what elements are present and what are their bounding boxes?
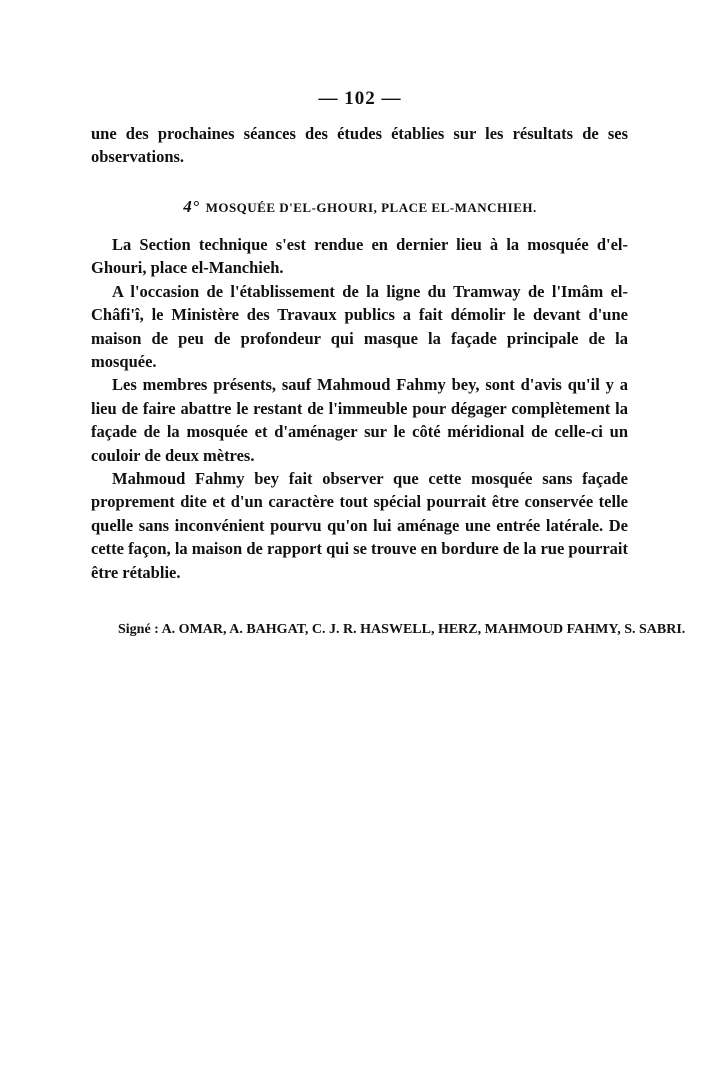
continuation-text: une des prochaines séances des études établies sur les résultats de ses observations. — [91, 124, 628, 167]
signature-line: Signé : A. OMAR, A. BAHGAT, C. J. R. HASWELL, HERZ, MAHMOUD FAHMY, S. SABRI. — [118, 622, 686, 637]
section-heading — [0, 197, 720, 217]
paragraph-1: La Section technique s'est rendue en dernier lieu à la mosquée d'el-Ghouri, place el-Manchieh. — [91, 235, 628, 278]
section-title: MOSQUÉE D'EL-GHOURI, PLACE EL-MANCHIEH. — [205, 200, 537, 215]
section-number: 4° — [183, 197, 200, 216]
continuation-paragraph — [91, 122, 628, 169]
paragraph-4: Mahmoud Fahmy bey fait observer que cette mosquée sans façade proprement dite et d'un caractère tout spécial pourrait être conservée telle quelle sans inconvénient pourvu qu'on lui aménage une entrée latérale. De cette façon, la maison de rapport qui se trouve en bordure de la rue pourrait être rétablie. — [91, 469, 628, 582]
section-body — [91, 233, 628, 584]
paragraph-2: A l'occasion de l'établissement de la ligne du Tramway de l'Imâm el-Châfi'î, le Ministère des Travaux publics a fait démolir le devant d'une maison de peu de profondeur qui masque la façade principale de la mosquée. — [91, 281, 628, 372]
page-number: — 102 — — [318, 88, 402, 109]
paragraph-3: Les membres présents, sauf Mahmoud Fahmy bey, sont d'avis qu'il y a lieu de faire abattre le restant de l'immeuble pour dégager complètement la façade de la mosquée et d'aménager sur le côté méridional de celle-ci un couloir de deux mètres. — [91, 375, 628, 465]
